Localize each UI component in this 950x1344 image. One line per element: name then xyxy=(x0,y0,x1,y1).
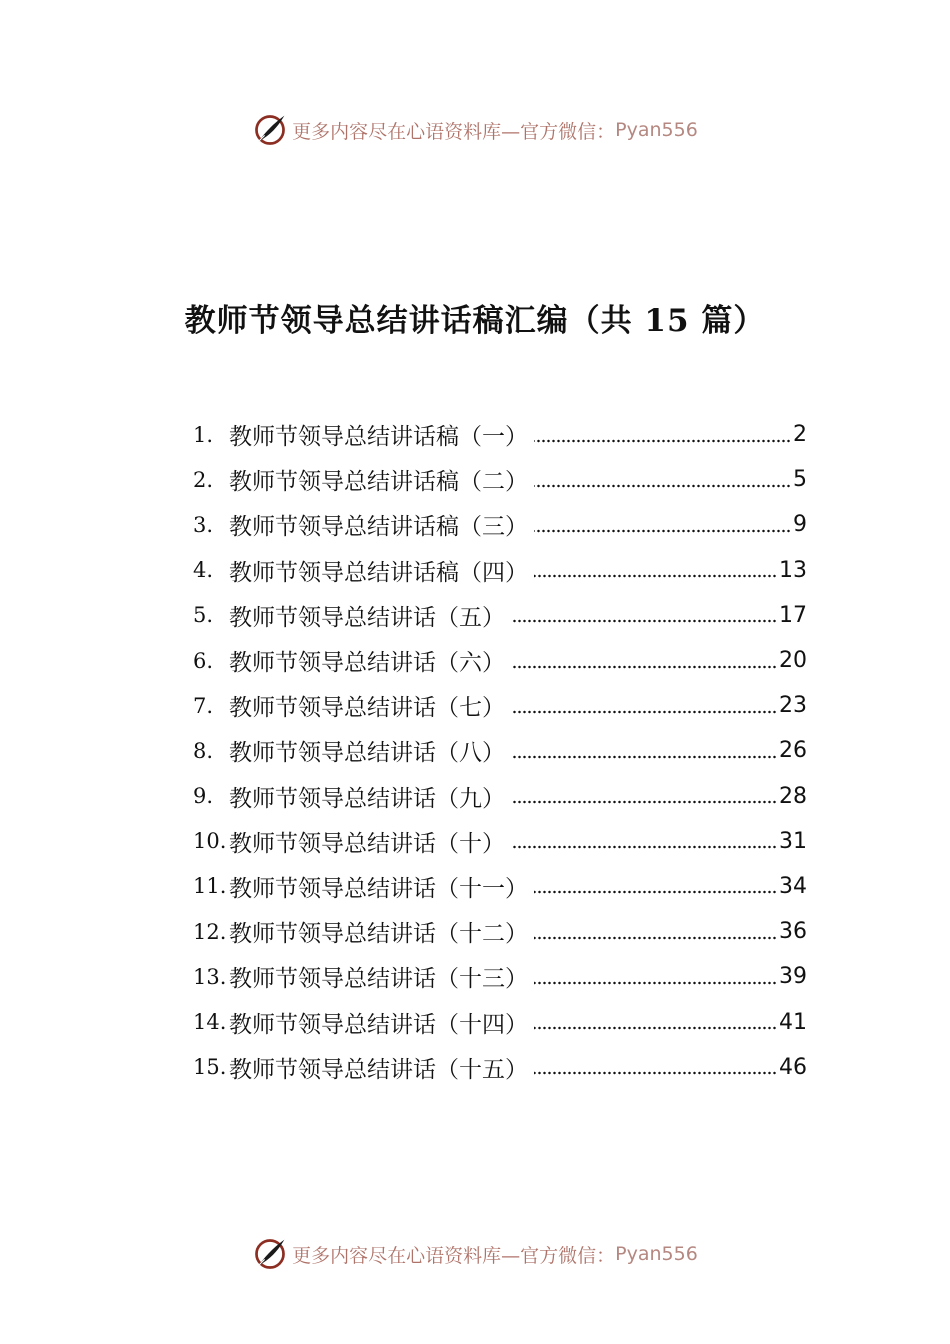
toc-entry-page-number: 5 xyxy=(793,467,807,493)
toc-entry-title: 教师节领导总结讲话（十） xyxy=(229,830,505,857)
toc-entry[interactable] xyxy=(193,819,807,864)
toc-entry-title: 教师节领导总结讲话稿（二） xyxy=(229,469,528,496)
toc-entry-page-number: 23 xyxy=(779,693,807,719)
toc-entry-page-number: 13 xyxy=(779,557,807,583)
toc-entry[interactable] xyxy=(193,593,807,638)
toc-entry-page-number: 28 xyxy=(779,783,807,809)
toc-entry-number: 10. xyxy=(193,829,227,854)
toc-dot-leader xyxy=(511,665,777,669)
watermark-text: 更多内容尽在心语资料库—官方微信： xyxy=(292,1244,616,1267)
toc-entry-title: 教师节领导总结讲话（十五） xyxy=(229,1056,528,1083)
toc-entry-title: 教师节领导总结讲话（七） xyxy=(229,695,505,722)
toc-entry[interactable] xyxy=(193,638,807,683)
toc-entry-number: 13. xyxy=(193,964,227,989)
toc-dot-leader xyxy=(511,845,777,849)
table-of-contents xyxy=(193,412,807,1090)
toc-entry[interactable] xyxy=(193,999,807,1044)
toc-entry[interactable] xyxy=(193,954,807,999)
toc-entry-page-number: 2 xyxy=(793,422,807,448)
toc-entry[interactable] xyxy=(193,548,807,593)
toc-entry-page-number: 20 xyxy=(779,648,807,674)
toc-entry-number: 7. xyxy=(193,693,214,718)
toc-entry-title: 教师节领导总结讲话（十三） xyxy=(229,966,528,993)
toc-entry-title: 教师节领导总结讲话（五） xyxy=(229,604,505,631)
toc-entry-title: 教师节领导总结讲话稿（四） xyxy=(229,559,528,586)
toc-entry-page-number: 31 xyxy=(779,828,807,854)
toc-entry[interactable] xyxy=(193,412,807,457)
toc-dot-leader xyxy=(534,890,777,894)
toc-dot-leader xyxy=(534,574,777,578)
toc-entry-title: 教师节领导总结讲话稿（一） xyxy=(229,424,528,451)
toc-entry[interactable] xyxy=(193,683,807,728)
toc-dot-leader xyxy=(534,936,777,940)
toc-entry-title: 教师节领导总结讲话（六） xyxy=(229,650,505,677)
toc-dot-leader xyxy=(534,529,791,533)
toc-entry[interactable] xyxy=(193,502,807,547)
toc-entry-number: 8. xyxy=(193,738,214,763)
toc-dot-leader xyxy=(534,1026,777,1030)
toc-dot-leader xyxy=(511,755,777,759)
document-title: 教师节领导总结讲话稿汇编（共 15 篇） xyxy=(184,303,766,339)
toc-entry-title: 教师节领导总结讲话稿（三） xyxy=(229,514,528,541)
toc-entry-number: 6. xyxy=(193,648,214,673)
toc-entry-page-number: 39 xyxy=(779,964,807,990)
toc-entry-number: 14. xyxy=(193,1010,227,1035)
toc-entry-page-number: 17 xyxy=(779,602,807,628)
toc-entry[interactable] xyxy=(193,457,807,502)
toc-entry-number: 4. xyxy=(193,558,214,583)
toc-entry-number: 9. xyxy=(193,784,214,809)
toc-entry-number: 12. xyxy=(193,919,227,944)
toc-entry-number: 15. xyxy=(193,1055,227,1080)
watermark-wechat-id: Pyan556 xyxy=(615,119,698,141)
toc-dot-leader xyxy=(534,981,777,985)
toc-entry[interactable] xyxy=(193,774,807,819)
toc-entry-number: 5. xyxy=(193,603,214,628)
quill-pen-logo-icon xyxy=(252,112,288,148)
toc-entry[interactable] xyxy=(193,909,807,954)
toc-entry-page-number: 26 xyxy=(779,738,807,764)
toc-entry-page-number: 34 xyxy=(779,873,807,899)
toc-dot-leader xyxy=(511,710,777,714)
toc-entry-title: 教师节领导总结讲话（十一） xyxy=(229,875,528,902)
toc-entry-title: 教师节领导总结讲话（九） xyxy=(229,785,505,812)
footer-watermark xyxy=(0,1234,950,1274)
toc-entry-title: 教师节领导总结讲话（十四） xyxy=(229,1011,528,1038)
toc-dot-leader xyxy=(511,800,777,804)
toc-entry[interactable] xyxy=(193,864,807,909)
toc-entry-number: 2. xyxy=(193,467,214,492)
toc-entry-number: 1. xyxy=(193,422,214,447)
toc-entry-title: 教师节领导总结讲话（八） xyxy=(229,740,505,767)
toc-dot-leader xyxy=(534,1071,777,1075)
toc-entry-page-number: 41 xyxy=(779,1009,807,1035)
watermark-wechat-id: Pyan556 xyxy=(615,1243,698,1265)
toc-entry-number: 3. xyxy=(193,512,214,537)
toc-entry[interactable] xyxy=(193,728,807,773)
toc-entry-page-number: 9 xyxy=(793,512,807,538)
header-watermark xyxy=(0,110,950,150)
toc-entry[interactable] xyxy=(193,1045,807,1090)
toc-dot-leader xyxy=(511,619,777,623)
toc-entry-title: 教师节领导总结讲话（十二） xyxy=(229,921,528,948)
quill-pen-logo-icon xyxy=(252,1236,288,1272)
toc-dot-leader xyxy=(534,484,791,488)
watermark-text: 更多内容尽在心语资料库—官方微信： xyxy=(292,120,616,143)
toc-entry-page-number: 36 xyxy=(779,919,807,945)
toc-entry-page-number: 46 xyxy=(779,1054,807,1080)
toc-entry-number: 11. xyxy=(193,874,227,899)
toc-dot-leader xyxy=(534,439,791,443)
